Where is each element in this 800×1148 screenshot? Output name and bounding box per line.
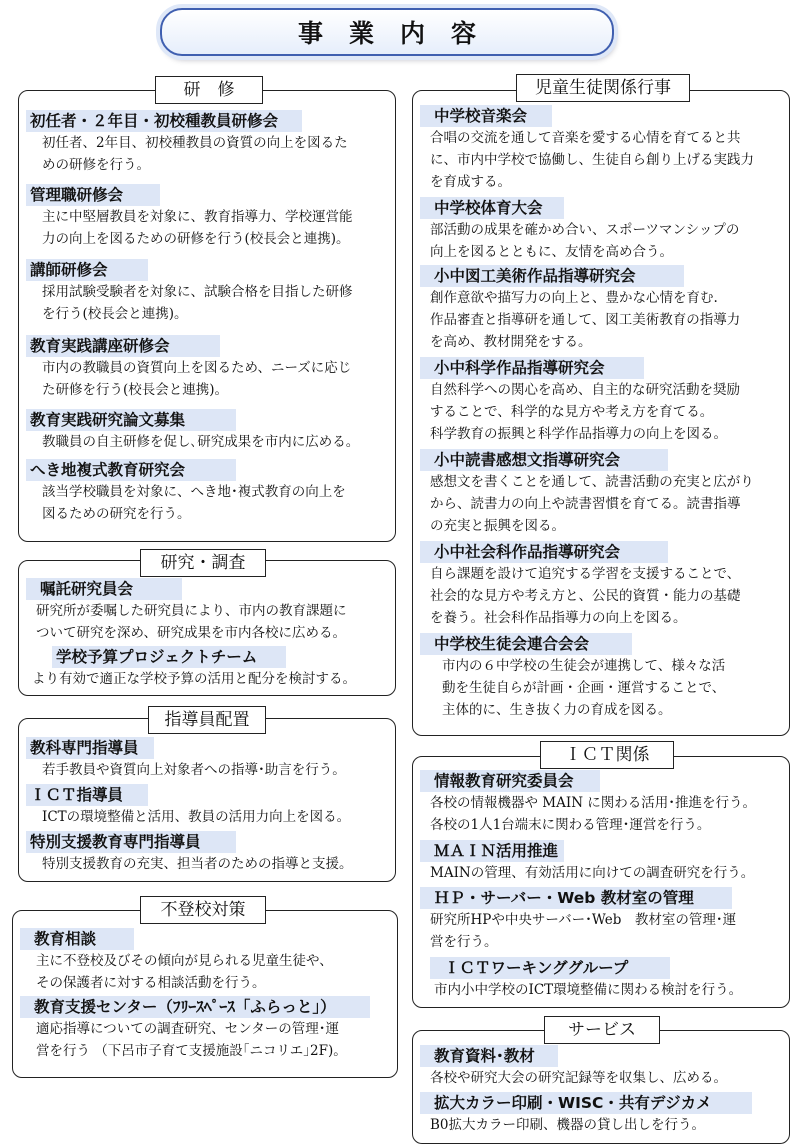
- kenshu-item-3: [26, 259, 386, 325]
- item-title: 小中社会科作品指導研究会: [420, 541, 668, 563]
- item-title: 嘱託研究員会: [26, 578, 182, 600]
- item-desc: 教職員の自主研修を促し､研究成果を市内に広める。: [42, 434, 360, 450]
- ict-item-4: [420, 957, 786, 1001]
- jido-item-1: [420, 105, 784, 193]
- item-title: 小中図工美術作品指導研究会: [420, 265, 684, 287]
- jido-item-7: [420, 633, 784, 721]
- item-title: 管理職研修会: [26, 184, 160, 206]
- service-item-2: [420, 1092, 786, 1136]
- service-item-1: [420, 1045, 786, 1089]
- item-desc: 市内小中学校のICT環境整備に関わる検討を行う。: [434, 982, 743, 998]
- item-title: 教育資料･教材: [420, 1045, 558, 1067]
- item-title: 教育実践研究論文募集: [26, 409, 236, 431]
- kenkyu-item-1: [26, 578, 386, 644]
- section-ict-heading: ＩＣＴ関係: [540, 741, 674, 769]
- item-title: 中学校体育大会: [420, 197, 564, 219]
- item-title: ＩＣＴ指導員: [26, 784, 148, 806]
- section-shidoin-heading: 指導員配置: [148, 706, 266, 734]
- ict-item-3: [420, 887, 786, 953]
- item-desc: 各校の情報機器や MAIN に関わる活用･推進を行う。 各校の1人1台端末に関わる管理･運営を行う。: [430, 795, 757, 833]
- item-desc: 合唱の交流を通して音楽を愛する心情を育てると共 に、市内中学校で協働し、生徒自ら創り上げる実践力 を育成する。: [430, 130, 754, 190]
- item-desc: 研究所が委嘱した研究員により、市内の教育課題に ついて研究を深め、研究成果を市内各校に広める。: [36, 603, 347, 641]
- item-desc: 市内の教職員の資質向上を図るため、ニーズに応じ た研修を行う(校長会と連携)。: [42, 360, 352, 398]
- item-title: へき地複式教育研究会: [26, 459, 236, 481]
- item-desc: 適応指導についての調査研究、センターの管理･運 営を行う （下呂市子育て支援施設｢ニコリエ｣2F)。: [36, 1021, 347, 1059]
- section-jido-heading: 児童生徒関係行事: [516, 74, 690, 102]
- ict-item-1: [420, 770, 786, 836]
- jido-item-5: [420, 449, 784, 537]
- kenshu-item-6: [26, 459, 386, 525]
- item-title: 学校予算プロジェクトチーム: [52, 646, 286, 668]
- item-desc: 主に不登校及びその傾向が見られる児童生徒や、 その保護者に対する相談活動を行う。: [36, 953, 333, 991]
- kenshu-item-1: [26, 110, 386, 176]
- item-desc: 各校や研究大会の研究記録等を収集し、広める。: [430, 1070, 727, 1086]
- item-desc: 該当学校職員を対象に、へき地･複式教育の向上を 図るための研究を行う。: [42, 484, 346, 522]
- shidoin-item-2: [26, 784, 386, 828]
- item-title: 教育相談: [20, 928, 134, 950]
- item-title: 中学校音楽会: [420, 105, 552, 127]
- ict-item-2: [420, 840, 786, 884]
- item-desc: 主に中堅層教員を対象に、教育指導力、学校運営能 力の向上を図るための研修を行う(校長会と連携)。: [42, 209, 353, 247]
- page-title-banner: [160, 8, 614, 56]
- section-kenkyu-heading: 研究・調査: [140, 549, 266, 577]
- section-service-heading: サービス: [544, 1016, 660, 1044]
- item-desc: より有効で適正な学校予算の活用と配分を検討する。: [32, 671, 356, 687]
- item-title: 小中科学作品指導研究会: [420, 357, 644, 379]
- jido-item-2: [420, 197, 784, 263]
- item-title: 初任者・２年目・初校種教員研修会: [26, 110, 302, 132]
- kenkyu-item-2: [26, 646, 396, 690]
- item-title: 中学校生徒会連合会会: [420, 633, 632, 655]
- item-desc: MAINの管理、有効活用に向けての調査研究を行う。: [430, 865, 755, 881]
- item-title: ＨＰ・サーバー・Web 教材室の管理: [420, 887, 732, 909]
- section-kenshu-heading: 研 修: [155, 76, 263, 104]
- item-title: 小中読書感想文指導研究会: [420, 449, 668, 471]
- item-title: ＩＣＴワーキンググループ: [430, 957, 670, 979]
- item-title: 教科専門指導員: [26, 737, 154, 759]
- page-title: 事業内容: [297, 19, 502, 48]
- item-title: 拡大カラー印刷・WISC・共有デジカメ: [420, 1092, 752, 1114]
- item-desc: 市内の６中学校の生徒会が連携して、様々な活 動を生徒自らが計画・企画・運営することで、 主体的に、生き抜く力の育成を図る。: [442, 658, 726, 718]
- item-desc: 部活動の成果を確かめ合い、スポーツマンシップの 向上を図るとともに、友情を高め合う。: [430, 222, 740, 260]
- section-futoko-heading: 不登校対策: [140, 896, 266, 924]
- item-title: 教育実践講座研修会: [26, 335, 220, 357]
- kenshu-item-2: [26, 184, 386, 250]
- item-desc: 研究所HPや中央サーバー･Web 教材室の管理･運 営を行う。: [430, 912, 737, 950]
- shidoin-item-1: [26, 737, 386, 781]
- item-title: 講師研修会: [26, 259, 148, 281]
- item-title: 特別支援教育専門指導員: [26, 831, 236, 853]
- item-desc: 若手教員や資質向上対象者への指導･助言を行う。: [42, 762, 346, 778]
- kenshu-item-5: [26, 409, 386, 453]
- item-desc: B0拡大カラー印刷、機器の貸し出しを行う。: [430, 1117, 706, 1133]
- jido-item-3: [420, 265, 784, 353]
- futoko-item-2: [20, 996, 394, 1062]
- item-title: ＭＡＩＮ活用推進: [420, 840, 564, 862]
- kenshu-item-4: [26, 335, 386, 401]
- jido-item-6: [420, 541, 784, 629]
- item-title: 情報教育研究委員会: [420, 770, 600, 792]
- item-desc: 創作意欲や描写力の向上と、豊かな心情を育む. 作品審査と指導研を通して、図工美術教育の指導力 を高め、教材開発をする。: [430, 290, 741, 350]
- item-desc: 特別支援教育の充実、担当者のための指導と支援。: [42, 856, 353, 872]
- item-desc: 自ら課題を設けて追究する学習を支援することで、 社会的な見方や考え方と、公民的資質・能力の基礎 を養う。社会科作品指導力の向上を図る。: [430, 566, 741, 626]
- item-desc: 自然科学への関心を高め、自主的な研究活動を奨励 することで、科学的な見方や考え方を育てる。 科学教育の振興と科学作品指導力の向上を図る。: [430, 382, 740, 442]
- item-desc: 感想文を書くことを通して、読書活動の充実と広がり から、読書力の向上や読書習慣を育てる。読書指導 の充実と振興を図る。: [430, 474, 754, 534]
- item-title: 教育支援センター（ﾌﾘｰｽﾍﾟｰｽ「ふらっと」）: [20, 996, 370, 1018]
- jido-item-4: [420, 357, 784, 445]
- shidoin-item-3: [26, 831, 386, 875]
- futoko-item-1: [20, 928, 390, 994]
- item-desc: ICTの環境整備と活用、教員の活用力向上を図る。: [42, 809, 351, 825]
- item-desc: 初任者、2年目、初校種教員の資質の向上を図るた めの研修を行う。: [42, 135, 348, 173]
- item-desc: 採用試験受験者を対象に、試験合格を目指した研修 を行う(校長会と連携)。: [42, 284, 353, 322]
